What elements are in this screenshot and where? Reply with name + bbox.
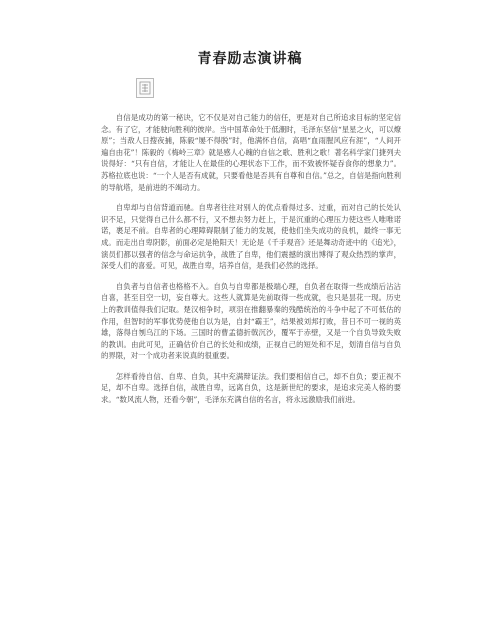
document-title: 青春励志演讲稿 [197,51,303,67]
document-body [101,112,401,415]
paragraph: 自卑却与自信背道而驰。自卑者往往对别人的优点看得过多、过重，而对自己的长处认识不足，只觉得自己什么都不行，又不想去努力赶上，于是沉重的心理压力使这些人唯唯诺诺，裹足不前。自卑者的心理障碍限制了能力的发展，使他们坐失成功的良机，最终一事无成。而走出自卑阴影，前面必定是艳阳天！无论是《千手观音》还是舞动奇迹中的《追光》，演员们都以强者的信念与命运抗争，战胜了自卑，他们震撼的演出博得了观众热烈的掌声，深受人们的喜爱。可见，战胜自卑，培养自信，是我们必然的选择。 [101,203,401,271]
paragraph: 自信是成功的第一秘诀，它不仅是对自己能力的信任，更是对自己所追求目标的坚定信念。有了它，才能驶向胜利的彼岸。当中国革命处于低潮时，毛泽东坚信“星星之火，可以燎原”；当敌人日搜夜捕，陈毅“屡不得脱”时，他满怀自信，高唱“血雨腥风应有涯”，“人间开遍自由花”！陈毅的《梅岭三章》就是感人心魄的自信之歌、胜利之歌！著名科学家门捷列夫说得好：“只有自信，才能让人在最佳的心理状态下工作，而不致被怀疑吞食你的想象力”。苏格拉底也说：“一个人是否有成就，只要看他是否具有自尊和自信。”总之，自信是指向胜利的导航塔，是前进的不竭动力。 [101,113,401,192]
paragraph: 自负者与自信者也格格不入。自负与自卑都是极端心理，自负者在取得一些成绩后沾沾自喜，甚至目空一切，妄自尊大。这些人就算是先前取得一些成就，也只是昙花一现。历史上的教训值得我们记取。楚汉相争时，项羽在推翻暴秦的残酷统治的斗争中起了不可低估的作用，但智时的军事优势使他自以为是，自封“霸王”，结果被刘邦打败，昔日不可一视的英雄，落得自刎乌江的下场。三国时的曹孟德折戟沉沙，覆军于赤壁，又是一个自负导致失败的教训。由此可见，正确估价自己的长处和成绩，正视自己的短处和不足，划清自信与自负的界限，对一个成功者来说真的很重要。 [101,281,401,361]
seal-stamp-icon [136,78,154,98]
paragraph: 怎样看待自信、自卑、自负，其中充满辩证法。我们要相信自己，却不自负；要正视不足，却不自卑。选择自信，战胜自卑，远离自负，这是新世纪的要求，是追求完美人格的要求。“数风流人物，还看今朝”，毛泽东充满自信的名言，将永远激励我们前进。 [101,371,401,405]
